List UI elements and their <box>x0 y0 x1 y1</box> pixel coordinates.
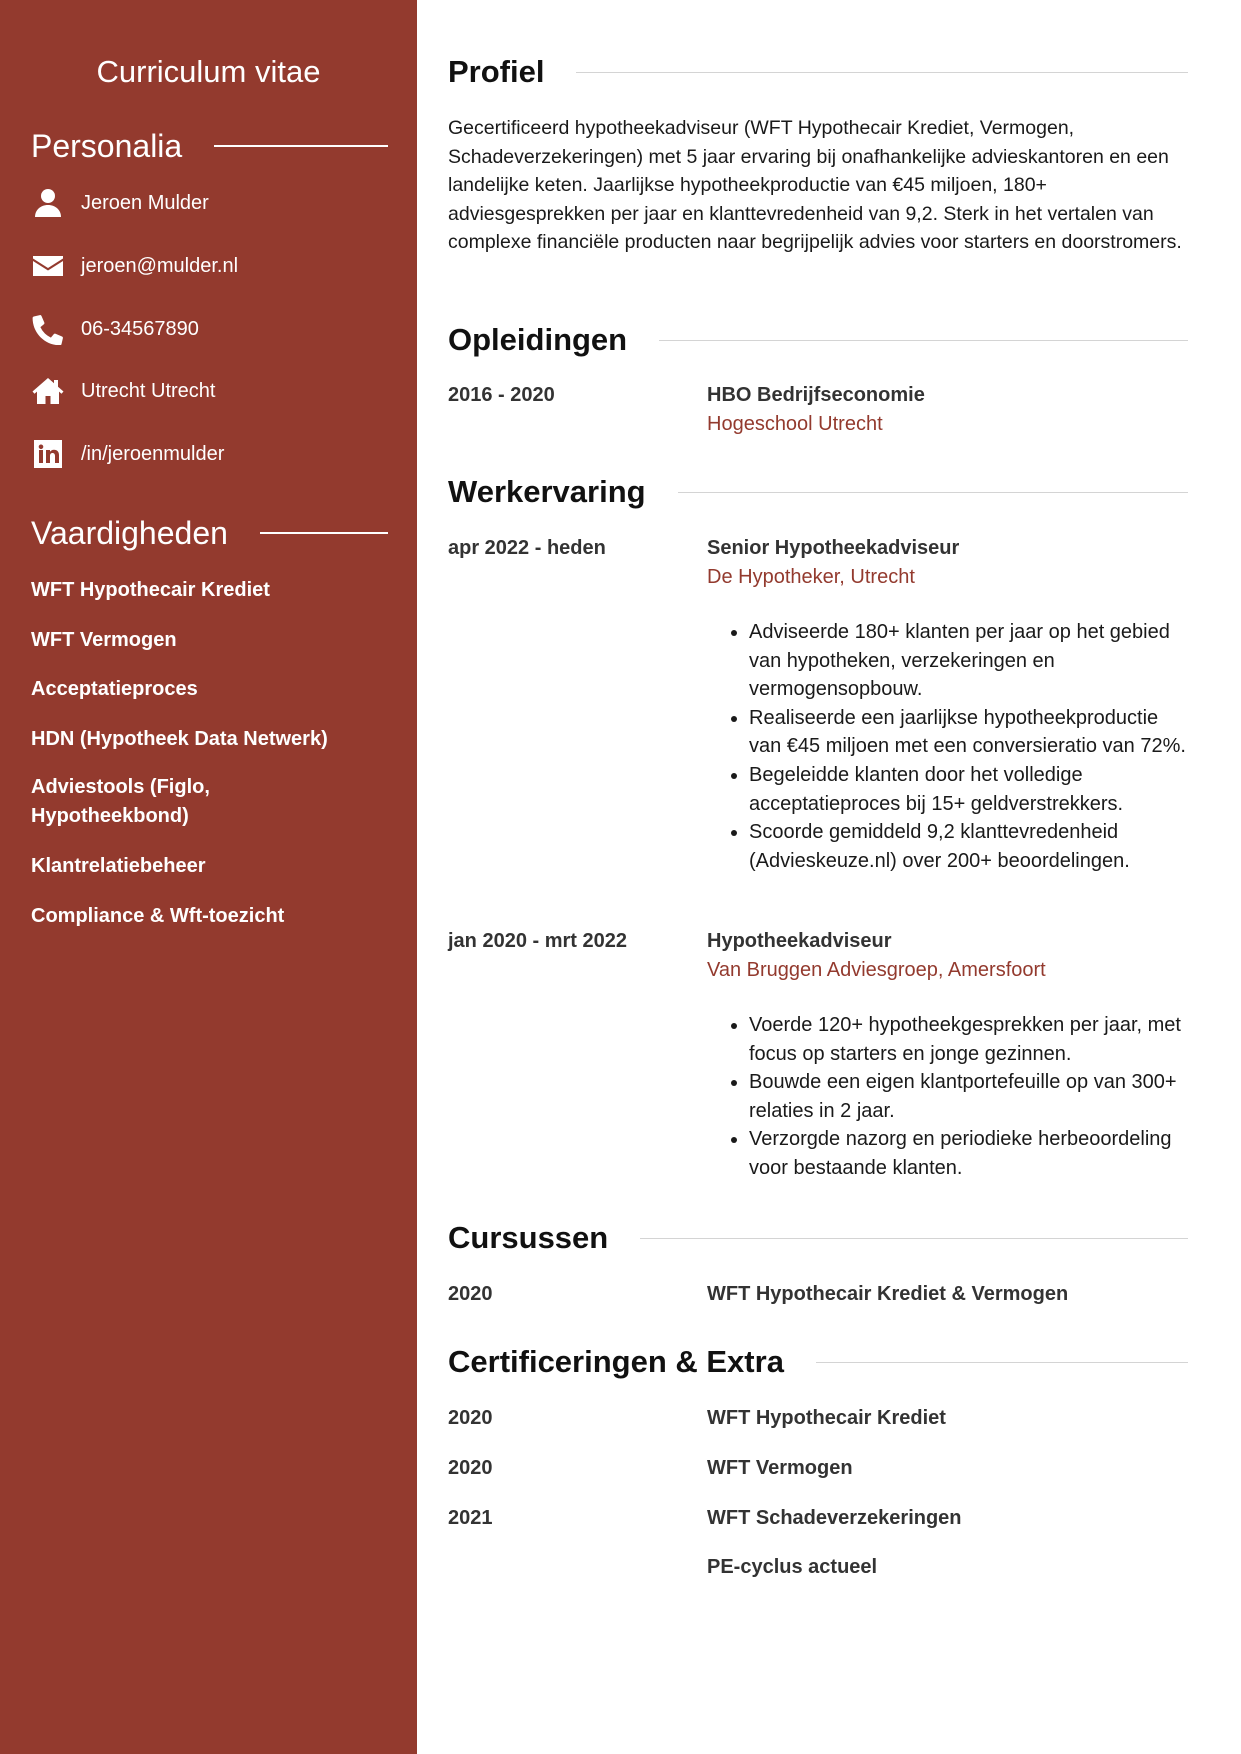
profile-heading-label: Profiel <box>448 54 545 89</box>
section-divider <box>816 1362 1188 1363</box>
entry-body <box>707 1553 1188 1582</box>
list-item: • Scoorde gemiddeld 9,2 klanttevredenheid (Advieskeuze.nl) over 200+ beoordelingen. <box>749 818 1188 875</box>
entry-date: 2020 <box>448 1407 493 1429</box>
courses-heading <box>448 1218 1188 1258</box>
achievement-list <box>707 618 1188 875</box>
entry-org: Hogeschool Utrecht <box>707 413 883 435</box>
entry-title: HBO Bedrijfseconomie <box>707 384 925 406</box>
profile-text: Gecertificeerd hypotheekadviseur (WFT Hypothecair Krediet, Vermogen, Schadeverzekeringen) met 5 jaar ervaring bij onafhankelijke advieskantoren en een landelijke keten. Jaarlijkse hypotheekproductie van €45 miljoen, 180+ adviesgesprekken per jaar en klanttevredenheid van 9,2. Sterk in het vertalen van complexe financiële producten naar begrijpelijk advies voor starters en doorstromers. <box>448 117 1182 254</box>
courses-heading-label: Cursussen <box>448 1220 609 1255</box>
entry-date: jan 2020 - mrt 2022 <box>448 930 627 952</box>
skill-item: Compliance & Wft-toezicht <box>31 905 285 927</box>
envelope-icon <box>31 249 65 283</box>
skills-divider <box>260 532 388 534</box>
skills-heading <box>31 513 388 553</box>
phone-icon <box>31 312 65 346</box>
experience-heading <box>448 472 1188 512</box>
entry-title: WFT Hypothecair Krediet <box>707 1407 946 1429</box>
list-item: • Verzorgde nazorg en periodieke herbeoordeling voor bestaande klanten. <box>749 1125 1188 1182</box>
certifications-heading-label: Certificeringen & Extra <box>448 1344 784 1379</box>
contact-linkedin-text[interactable]: /in/jeroenmulder <box>81 442 225 465</box>
list-item: • Realiseerde een jaarlijkse hypotheekproductie van €45 miljoen met een conversieratio van 72%. <box>749 704 1188 761</box>
contact-phone-text[interactable]: 06-34567890 <box>81 317 199 340</box>
contact-email[interactable] <box>31 249 238 283</box>
entry-body <box>707 1280 1188 1309</box>
entry-title: WFT Schadeverzekeringen <box>707 1507 962 1529</box>
page-title: Curriculum vitae <box>96 54 321 89</box>
user-icon <box>31 186 65 220</box>
entry-body <box>707 381 1188 439</box>
list-item: • Voerde 120+ hypotheekgesprekken per jaar, met focus op starters en jonge gezinnen. <box>749 1011 1188 1068</box>
entry-date: 2021 <box>448 1507 493 1529</box>
contact-location <box>31 374 215 408</box>
achievement-list <box>707 1011 1188 1183</box>
home-icon <box>31 374 65 408</box>
entry-body <box>707 1404 1188 1433</box>
education-heading-label: Opleidingen <box>448 322 628 357</box>
entry-title: PE-cyclus actueel <box>707 1556 878 1578</box>
entry-date: 2020 <box>448 1457 493 1479</box>
personalia-heading <box>31 126 388 166</box>
skill-item: Adviestools (Figlo, Hypotheekbond) <box>31 776 210 827</box>
contact-linkedin[interactable] <box>31 437 224 471</box>
skill-item: HDN (Hypotheek Data Netwerk) <box>31 728 328 750</box>
linkedin-icon <box>31 437 65 471</box>
contact-name-text: Jeroen Mulder <box>81 191 209 214</box>
main-content <box>448 0 1188 1754</box>
entry-body <box>707 1504 1188 1533</box>
contact-location-text: Utrecht Utrecht <box>81 379 216 402</box>
entry-title: WFT Hypothecair Krediet & Vermogen <box>707 1283 1069 1305</box>
contact-phone[interactable] <box>31 312 199 346</box>
education-heading <box>448 320 1188 360</box>
skills-heading-label: Vaardigheden <box>31 514 228 551</box>
personalia-heading-label: Personalia <box>31 127 183 164</box>
skill-item: WFT Vermogen <box>31 629 177 651</box>
contact-name <box>31 186 209 220</box>
skill-item: Klantrelatiebeheer <box>31 855 206 877</box>
entry-body <box>707 927 1188 1183</box>
entry-body <box>707 534 1188 875</box>
certifications-heading <box>448 1342 1188 1382</box>
section-divider <box>678 492 1188 493</box>
skill-item: Acceptatieproces <box>31 678 198 700</box>
experience-heading-label: Werkervaring <box>448 474 646 509</box>
skill-item: WFT Hypothecair Krediet <box>31 579 270 601</box>
entry-title: WFT Vermogen <box>707 1457 853 1479</box>
sidebar <box>0 0 417 1754</box>
entry-title: Hypotheekadviseur <box>707 930 892 952</box>
contact-email-text[interactable]: jeroen@mulder.nl <box>81 254 239 277</box>
personalia-divider <box>214 145 388 147</box>
entry-title: Senior Hypotheekadviseur <box>707 537 960 559</box>
section-divider <box>576 72 1188 73</box>
entry-date: 2016 - 2020 <box>448 384 555 406</box>
section-divider <box>659 340 1188 341</box>
section-divider <box>640 1238 1188 1239</box>
entry-body <box>707 1454 1188 1483</box>
entry-org: De Hypotheker, Utrecht <box>707 566 915 588</box>
list-item: • Bouwde een eigen klantportefeuille op van 300+ relaties in 2 jaar. <box>749 1068 1188 1125</box>
entry-date: 2020 <box>448 1283 493 1305</box>
profile-heading <box>448 52 1188 92</box>
list-item: • Adviseerde 180+ klanten per jaar op het gebied van hypotheken, verzekeringen en vermogensopbouw. <box>749 618 1188 704</box>
entry-org: Van Bruggen Adviesgroep, Amersfoort <box>707 959 1046 981</box>
entry-date: apr 2022 - heden <box>448 537 606 559</box>
list-item: • Begeleidde klanten door het volledige acceptatieproces bij 15+ geldverstrekkers. <box>749 761 1188 818</box>
